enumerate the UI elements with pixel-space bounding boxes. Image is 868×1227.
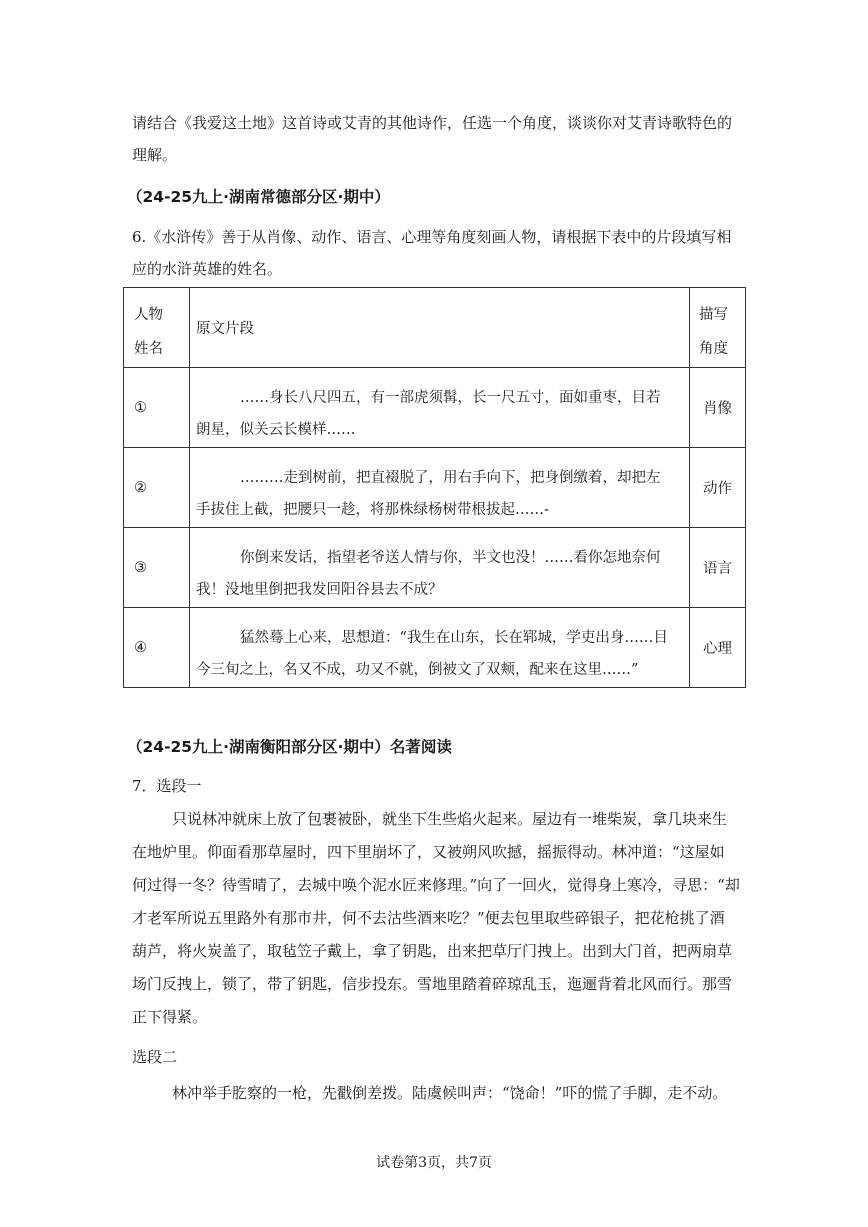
header-angle-line2: 角度 [699,341,728,357]
section-7-heading: （24-25九上·湖南衡阳部分区·期中）名著阅读 [127,738,452,756]
table-row [124,368,746,448]
passage1-line: 在地炉里。仰面看那草屋时，四下里崩坏了，又被朔风吹撼，摇振得动。林冲道：“这屋如 [132,843,725,861]
passage1-line: 何过得一冬？待雪晴了，去城中唤个泥水匠来修理。”向了一回火，觉得身上寒冷，寻思：“却 [132,876,740,894]
passage1-line: 只说林冲就床上放了包裹被卧，就坐下生些焰火起来。屋边有一堆柴炭，拿几块来生 [172,810,728,828]
row-excerpt [190,448,690,528]
excerpt-line1: 你倒来发话，指望老爷送人情与你，半文也没！……看你怎地奈何 [240,550,661,566]
excerpt-line1: ………走到树前，把直裰脱了，用右手向下，把身倒缴着，却把左 [240,470,661,486]
passage1-line: 场门反拽上，锁了，带了钥匙，信步投东。雪地里踏着碎琼乱玉，迤逦背着北风而行。那雪 [132,975,733,993]
excerpt-line2: 手拔住上截，把腰只一趁，将那株绿杨树带根拔起……- [196,502,549,518]
header-angle-cell [690,288,746,368]
header-angle-line1: 描写 [699,307,728,323]
q5-tail-line1: 请结合《我爱这土地》这首诗或艾青的其他诗作，任选一个角度，谈谈你对艾青诗歌特色的 [132,114,733,132]
header-text-cell [190,288,690,368]
row-number: ① [124,368,190,448]
header-name-line2: 姓名 [134,341,163,357]
passage2-line: 林冲举手肐察的一枪，先戳倒差拨。陆虞候叫声：“饶命！”吓的慌了手脚，走不动。 [172,1084,728,1102]
row-angle: 动作 [690,448,746,528]
excerpt-line1: 猛然蓦上心来，思想道：“我生在山东，长在郓城，学吏出身……目 [240,630,668,646]
excerpt-line2: 今三旬之上，名又不成，功又不就，倒被文了双颊，配来在这里……” [196,662,639,678]
row-angle: 心理 [690,608,746,688]
q5-tail-line2: 理解。 [132,146,178,164]
passage1-line: 葫芦，将火炭盖了，取毡笠子戴上，拿了钥匙，出来把草厅门拽上。出到大门首，把两扇草 [132,942,733,960]
row-number: ④ [124,608,190,688]
section-6-heading: （24-25九上·湖南常德部分区·期中） [127,188,390,206]
page-footer: 试卷第3页，共7页 [376,1155,492,1171]
header-name-line1: 人物 [134,307,163,323]
character-table [123,287,746,688]
row-angle: 肖像 [690,368,746,448]
q7-title: 7．选段一 [132,777,202,795]
row-excerpt [190,528,690,608]
header-name-cell [124,288,190,368]
table-row [124,448,746,528]
table-header-row [124,288,746,368]
excerpt-line2: 我！没地里倒把我发回阳谷县去不成？ [196,582,443,598]
header-text: 原文片段 [196,321,254,337]
selection-2-title: 选段二 [132,1048,178,1066]
q6-line2: 应的水浒英雄的姓名。 [132,260,283,278]
row-angle: 语言 [690,528,746,608]
row-excerpt [190,608,690,688]
row-number: ③ [124,528,190,608]
excerpt-line2: 朗星，似关云长模样…… [196,422,356,438]
row-number: ② [124,448,190,528]
row-excerpt [190,368,690,448]
table-row [124,528,746,608]
table-row [124,608,746,688]
passage1-line: 正下得紧。 [132,1008,208,1026]
excerpt-line1: ……身长八尺四五，有一部虎须髯，长一尺五寸，面如重枣，目若 [240,390,661,406]
passage1-line: 才老军所说五里路外有那市井，何不去沽些酒来吃？”便去包里取些碎银子，把花枪挑了酒 [132,909,725,927]
q6-line1: 6.《水浒传》善于从肖像、动作、语言、心理等角度刻画人物，请根据下表中的片段填写相 [132,228,732,246]
